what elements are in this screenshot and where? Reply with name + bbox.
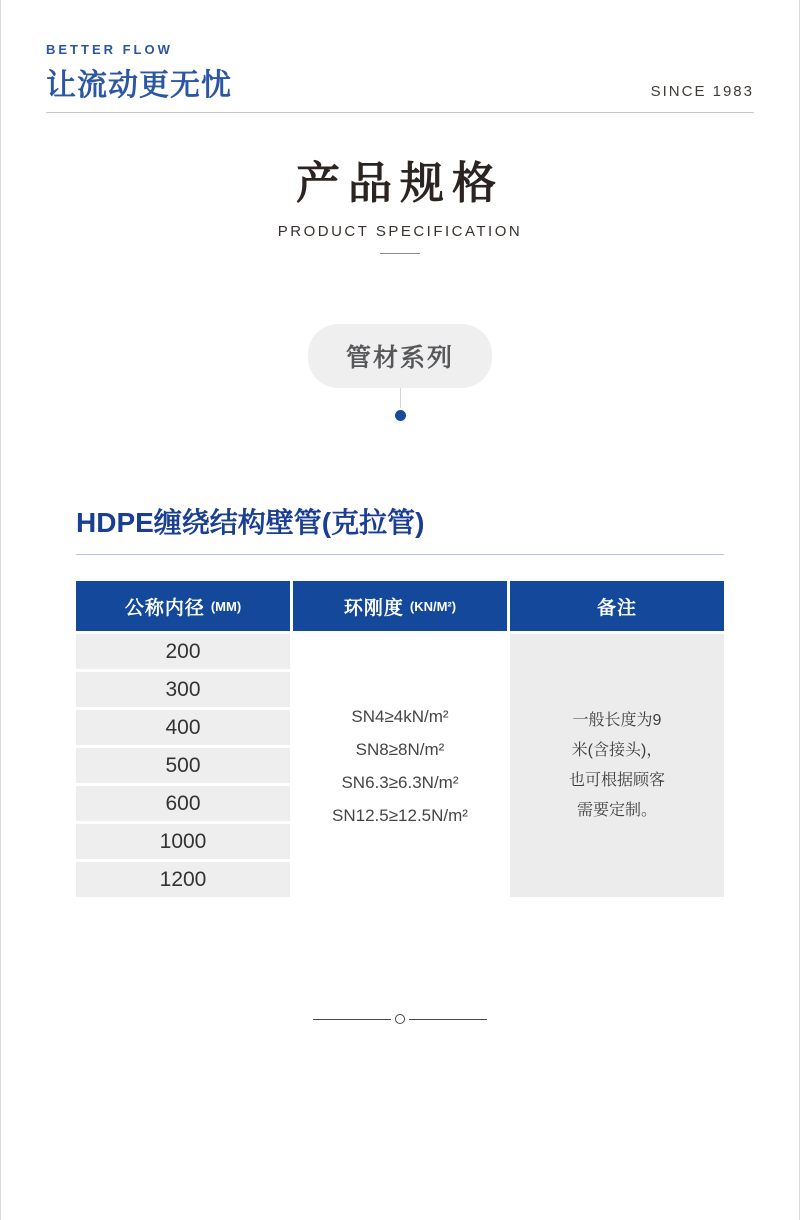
- series-badge: 管材系列: [308, 324, 492, 388]
- table-row-diameter: 200: [76, 634, 290, 669]
- column-header-stiffness-unit: (KN/M²): [409, 598, 457, 614]
- footer-divider-line-right: [409, 1019, 487, 1020]
- remark-line: 米(含接头)，: [571, 741, 663, 759]
- table-row-diameter: 1200: [76, 862, 290, 897]
- column-header-remark: [510, 581, 724, 631]
- stiffness-line: SN8≥8N/m²: [355, 739, 445, 759]
- page-title: 产品规格: [296, 159, 504, 208]
- remark-line: 也可根据顾客: [568, 771, 665, 789]
- title-divider-dash: [380, 253, 420, 254]
- column-header-stiffness: [293, 581, 507, 631]
- diameter-column: [76, 634, 290, 897]
- footer-divider-circle: [395, 1014, 405, 1024]
- product-section: [76, 501, 724, 897]
- footer-divider: [1, 1014, 799, 1024]
- table-row-diameter: 1000: [76, 824, 290, 859]
- footer-divider-line-left: [313, 1019, 391, 1020]
- brand-name-en: BETTER FLOW: [46, 42, 173, 57]
- series-badge-block: [1, 324, 799, 421]
- since-label: SINCE 1983: [650, 83, 754, 100]
- stiffness-merged-cell: [293, 634, 507, 897]
- badge-dot: [395, 410, 406, 421]
- column-header-diameter-label: 公称内径: [124, 597, 205, 619]
- table-row-diameter: 300: [76, 672, 290, 707]
- spec-table: [76, 581, 724, 897]
- column-header-stiffness-label: 环刚度: [343, 597, 404, 619]
- stiffness-line: SN6.3≥6.3N/m²: [341, 772, 459, 792]
- remark-merged-cell: [510, 634, 724, 897]
- brand-slogan-cn: 让流动更无忧: [46, 69, 232, 102]
- page-header: [46, 0, 754, 113]
- page-title-block: [1, 147, 799, 254]
- badge-connector-line: [400, 388, 401, 408]
- remark-line: 需要定制。: [576, 801, 657, 819]
- table-row-diameter: 500: [76, 748, 290, 783]
- table-row-diameter: 400: [76, 710, 290, 745]
- column-header-remark-label: 备注: [596, 597, 637, 619]
- stiffness-line: SN4≥4kN/m²: [351, 706, 449, 726]
- remark-line: 一般长度为9: [572, 711, 662, 729]
- stiffness-line: SN12.5≥12.5N/m²: [332, 805, 468, 825]
- section-heading: HDPE缠绕结构壁管(克拉管): [76, 501, 724, 555]
- column-header-diameter: [76, 581, 290, 631]
- page-subtitle: PRODUCT SPECIFICATION: [277, 223, 523, 240]
- brand-logo: [46, 42, 232, 104]
- table-row-diameter: 600: [76, 786, 290, 821]
- column-header-diameter-unit: (MM): [210, 598, 242, 614]
